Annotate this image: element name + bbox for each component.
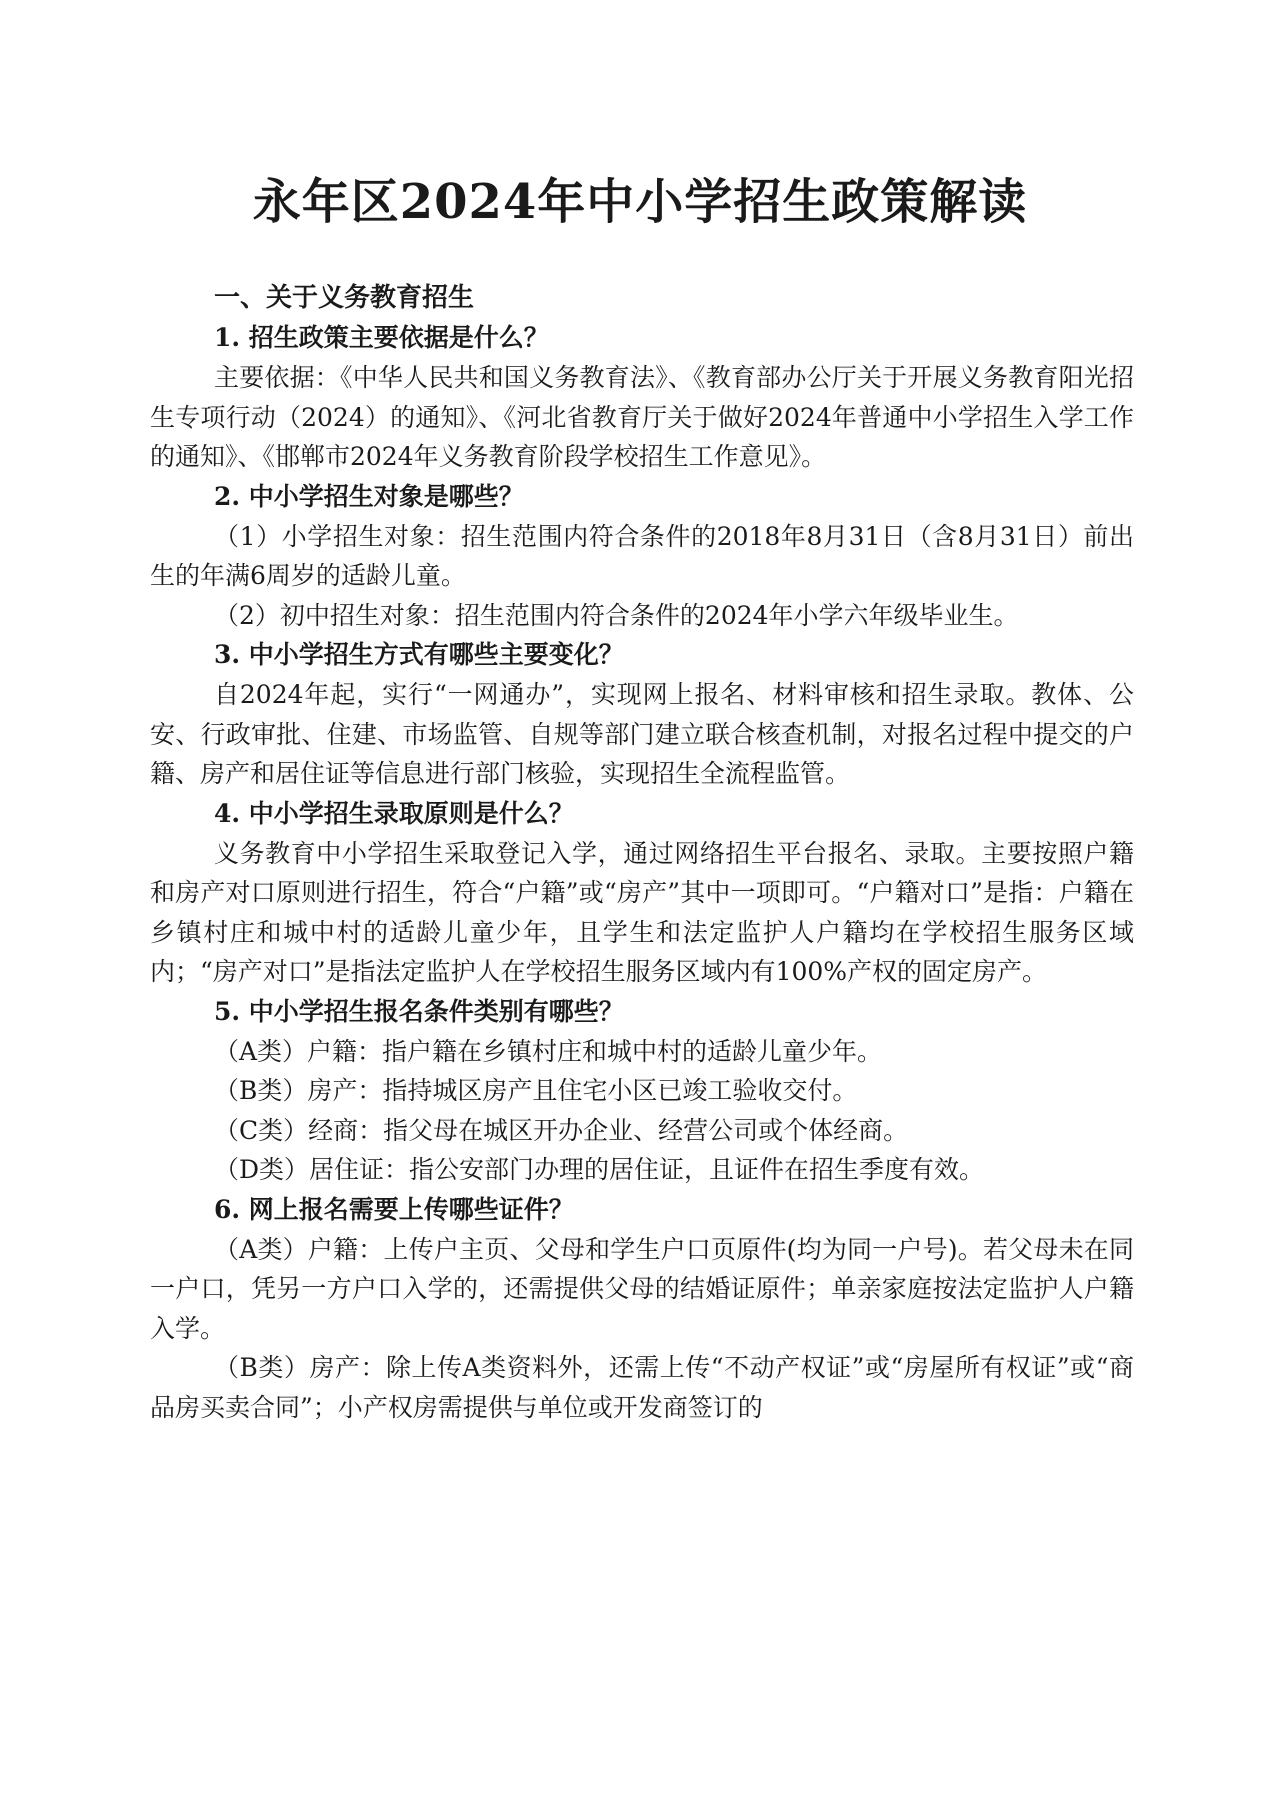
answer-2-paragraph: （2）初中招生对象：招生范围内符合条件的2024年小学六年级毕业生。	[214, 600, 1019, 630]
answer-3-paragraph: 自2024年起，实行“一网通办”，实现网上报名、材料审核和招生录取。教体、公安、行政审批、住建、市场监管、自规等部门建立联合核查机制，对报名过程中提交的户籍、房产和居住证等信息进行部门核验，实现招生全流程监管。	[150, 680, 1134, 788]
answer-5-paragraph: （C类）经商：指父母在城区开办企业、经营公司或个体经商。	[214, 1115, 909, 1145]
answer-2-paragraph: （1）小学招生对象：招生范围内符合条件的2018年8月31日（含8月31日）前出生的年满6周岁的适龄儿童。	[150, 521, 1134, 590]
question-2: 2. 中小学招生对象是哪些？	[214, 481, 524, 511]
answer-5-paragraph: （B类）房产：指持城区房产且住宅小区已竣工验收交付。	[214, 1076, 858, 1105]
answer-5-paragraph: （A类）户籍：指户籍在乡镇村庄和城中村的适龄儿童少年。	[214, 1036, 883, 1066]
question-3: 3. 中小学招生方式有哪些主要变化？	[214, 640, 624, 669]
document-body	[150, 278, 1134, 1427]
answer-4-paragraph: 义务教育中小学招生采取登记入学，通过网络招生平台报名、录取。主要按照户籍和房产对口原则进行招生，符合“户籍”或“房产”其中一项即可。“户籍对口”是指：户籍在乡镇村庄和城中村的适龄儿童少年，且学生和法定监护人户籍均在学校招生服务区域内；“房产对口”是指法定监护人在学校招生服务区域内有100%产权的固定房产。	[150, 838, 1134, 986]
question-4: 4. 中小学招生录取原则是什么？	[214, 798, 574, 828]
question-6: 6. 网上报名需要上传哪些证件？	[214, 1194, 574, 1224]
answer-1-paragraph: 主要依据：《中华人民共和国义务教育法》、《教育部办公厅关于开展义务教育阳光招生专项行动（2024）的通知》、《河北省教育厅关于做好2024年普通中小学招生入学工作的通知》、《邯郸市2024年义务教育阶段学校招生工作意见》。	[150, 363, 1134, 471]
answer-6-paragraph: （B类）房产：除上传A类资料外，还需上传“不动产权证”或“房屋所有权证”或“商品房买卖合同”；小产权房需提供与单位或开发商签订的	[150, 1353, 1134, 1422]
question-5: 5. 中小学招生报名条件类别有哪些？	[214, 996, 624, 1026]
answer-6-paragraph: （A类）户籍：上传户主页、父母和学生户口页原件(均为同一户号)。若父母未在同一户口，凭另一方户口入学的，还需提供父母的结婚证原件；单亲家庭按法定监护人户籍入学。	[150, 1234, 1134, 1343]
answer-5-paragraph: （D类）居住证：指公安部门办理的居住证，且证件在招生季度有效。	[214, 1155, 985, 1184]
question-1: 1. 招生政策主要依据是什么？	[214, 323, 549, 352]
section-heading: 一、关于义务教育招生	[214, 283, 475, 313]
page-title: 永年区2024年中小学招生政策解读	[252, 174, 1028, 230]
